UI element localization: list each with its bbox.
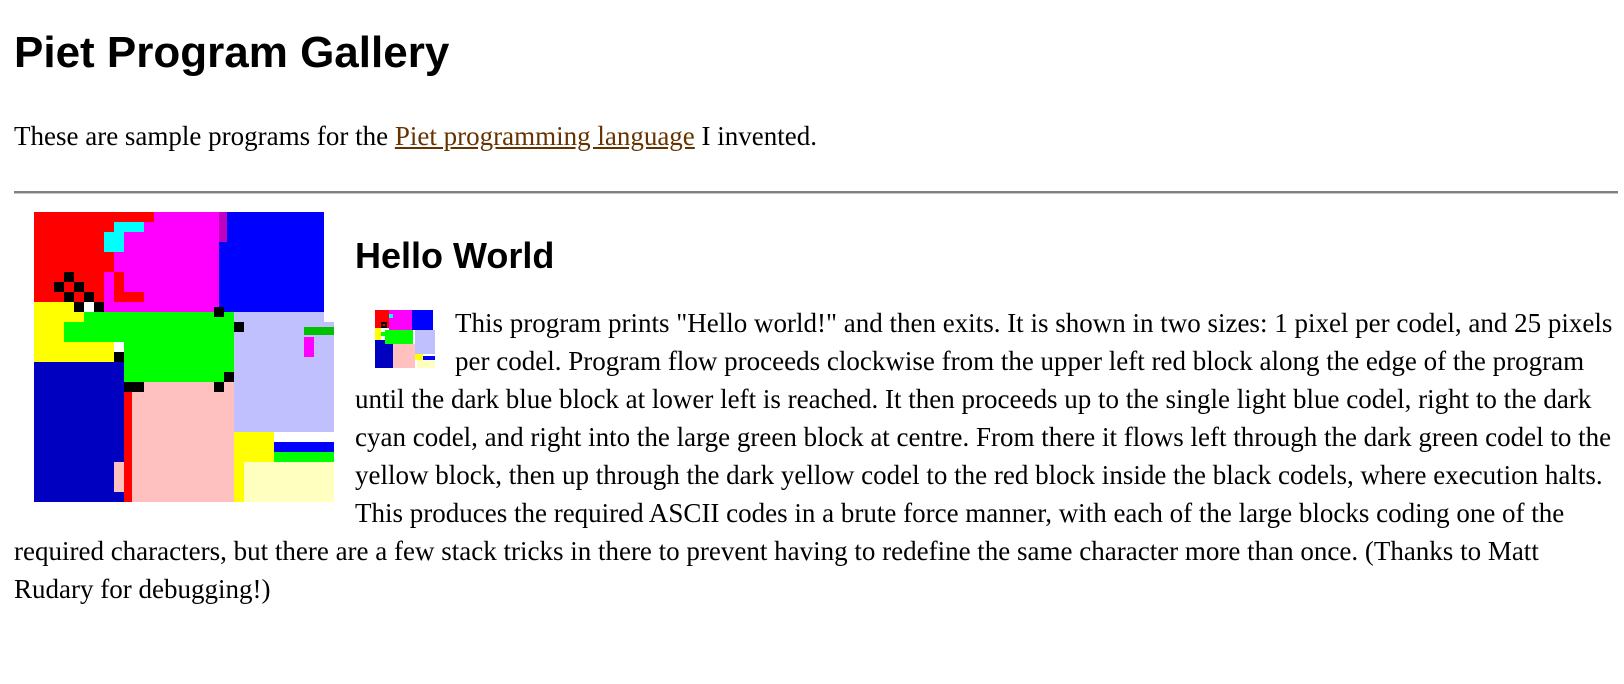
page-title: Piet Program Gallery [14,28,450,77]
intro-paragraph [14,120,817,152]
program-description-text: This program prints "Hello world!" and then exits. It is shown in two sizes: 1 pixel per codel, and 25 pixels per codel. Program flow proceeds clockwise from the upper left red block along the edge of the program until the dark blue block at lower left is reached. It then proceeds up to the single light blue codel, right to the dark cyan codel, and right into the large green block at centre. From there it flows left through the dark green codel to the yellow block, then up through the dark yellow codel to the red block inside the black codels, where execution halts. This produces the required ASCII codes in a brute force manner, with each of the large blocks coding one of the required characters, but there are a few stack tricks in there to prevent having to redefine the same character more than once. (Thanks to Matt Rudary for debugging!) [14,308,1613,604]
horizontal-rule [14,191,1618,194]
intro-text-after: I invented. [694,121,818,151]
piet-language-link[interactable]: Piet programming language [394,121,695,151]
program-entry [14,212,1618,608]
program-title: Hello World [355,235,555,276]
hello-world-program-large-image [34,212,334,502]
hello-world-program-small-image [375,310,435,368]
intro-text-before: These are sample programs for the [14,121,395,151]
